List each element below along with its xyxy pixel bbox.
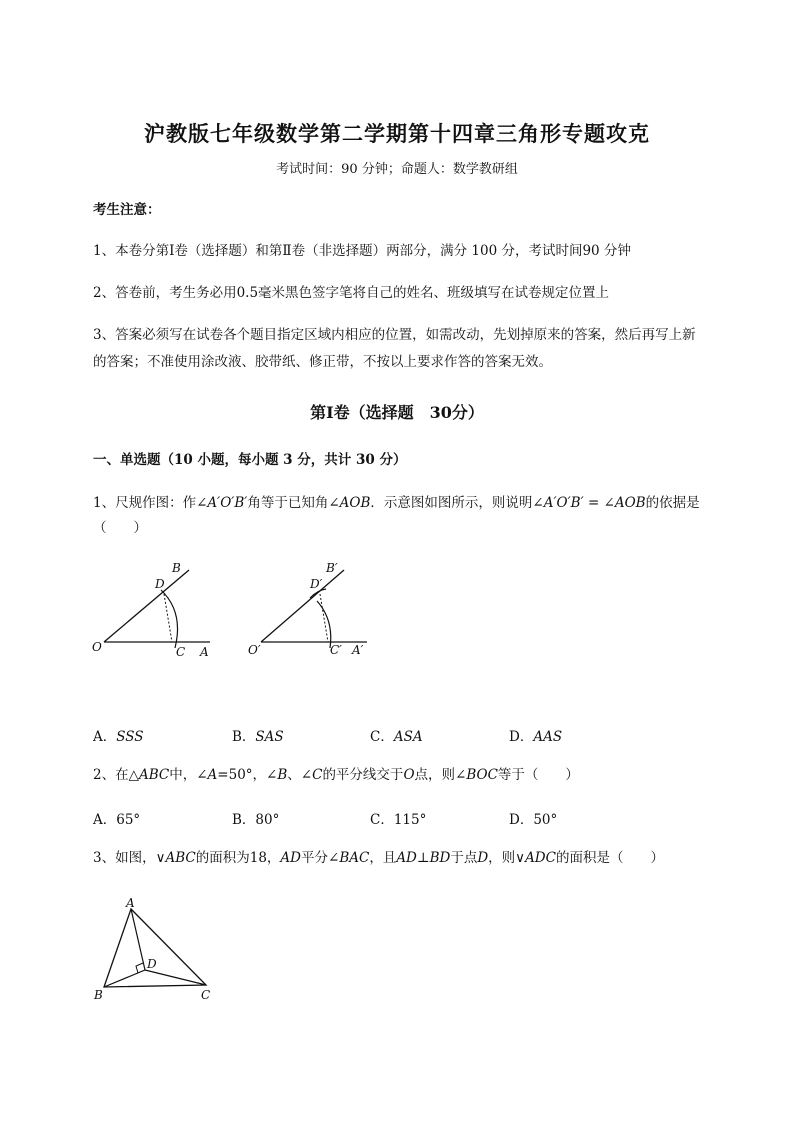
q1-figure-right <box>248 561 367 657</box>
q2-option-d[interactable]: D．50° <box>509 812 558 828</box>
fig2-label-C: C′ <box>330 643 342 657</box>
q1-blank: （ ） <box>93 520 147 536</box>
fig3-label-D: D <box>147 957 157 971</box>
q1-stem: 1、尺规作图：作∠A′O′B′角等于已知角∠AOB．示意图如图所示，则说明∠A′O′B′ = ∠AOB的依据是 <box>93 495 700 511</box>
notice-item-1: 1、本卷分第Ⅰ卷（选择题）和第Ⅱ卷（非选择题）两部分，满分 100 分，考试时间90 分钟 <box>93 243 631 259</box>
q2-stem: 2、在△ABC中，∠A=50°，∠B、∠C的平分线交于O点，则∠BOC等于（ ） <box>93 767 579 783</box>
notice-item-3-cont: 的答案；不准使用涂改液、胶带纸、修正带，不按以上要求作答的答案无效。 <box>93 354 552 370</box>
q2-option-a[interactable]: A．65° <box>93 812 141 828</box>
fig2-label-O: O′ <box>248 643 261 657</box>
fig3-label-A: A <box>126 896 135 910</box>
q1-option-d[interactable]: D．AAS <box>509 729 563 745</box>
exam-info: 考试时间：90 分钟；命题人：数学教研组 <box>276 162 518 177</box>
notice-item-2: 2、答卷前，考生务必用0.5毫米黑色签字笔将自己的姓名、班级填写在试卷规定位置上 <box>93 285 610 301</box>
q3-figure <box>88 895 228 1010</box>
page-title: 沪教版七年级数学第二学期第十四章三角形专题攻克 <box>144 121 650 146</box>
q1-figure-left <box>92 561 210 659</box>
q1-figure <box>88 556 388 666</box>
q1-option-a[interactable]: A．SSS <box>93 729 144 745</box>
fig1-label-O: O <box>92 640 102 654</box>
fig2-label-D: D′ <box>310 577 323 591</box>
fig3-label-B: B <box>94 988 103 1002</box>
fig1-label-B: B <box>172 561 181 575</box>
fig1-label-D: D <box>155 577 165 591</box>
notice-item-3: 3、答案必须写在试卷各个题目指定区域内相应的位置，如需改动，先划掉原来的答案，然后再写上新 <box>93 327 696 343</box>
fig2-label-B: B′ <box>326 561 338 575</box>
fig1-label-C: C <box>176 645 186 659</box>
q2-option-b[interactable]: B．80° <box>232 812 280 828</box>
section-title: 第Ⅰ卷（选择题 30分） <box>310 403 484 422</box>
q1-option-b[interactable]: B．SAS <box>232 729 284 745</box>
q3-stem: 3、如图，∨ABC的面积为18，AD平分∠BAC，且AD⊥BD于点D，则∨ADC的面积是（ ） <box>93 850 664 866</box>
fig1-label-A: A <box>200 645 209 659</box>
q1-option-c[interactable]: C．ASA <box>370 729 423 745</box>
q2-option-c[interactable]: C．115° <box>370 812 427 828</box>
part-heading: 一、单选题（10 小题，每小题 3 分，共计 30 分） <box>93 452 407 468</box>
notice-heading: 考生注意： <box>93 202 161 218</box>
fig2-label-A: A′ <box>352 643 364 657</box>
fig3-label-C: C <box>201 988 211 1002</box>
